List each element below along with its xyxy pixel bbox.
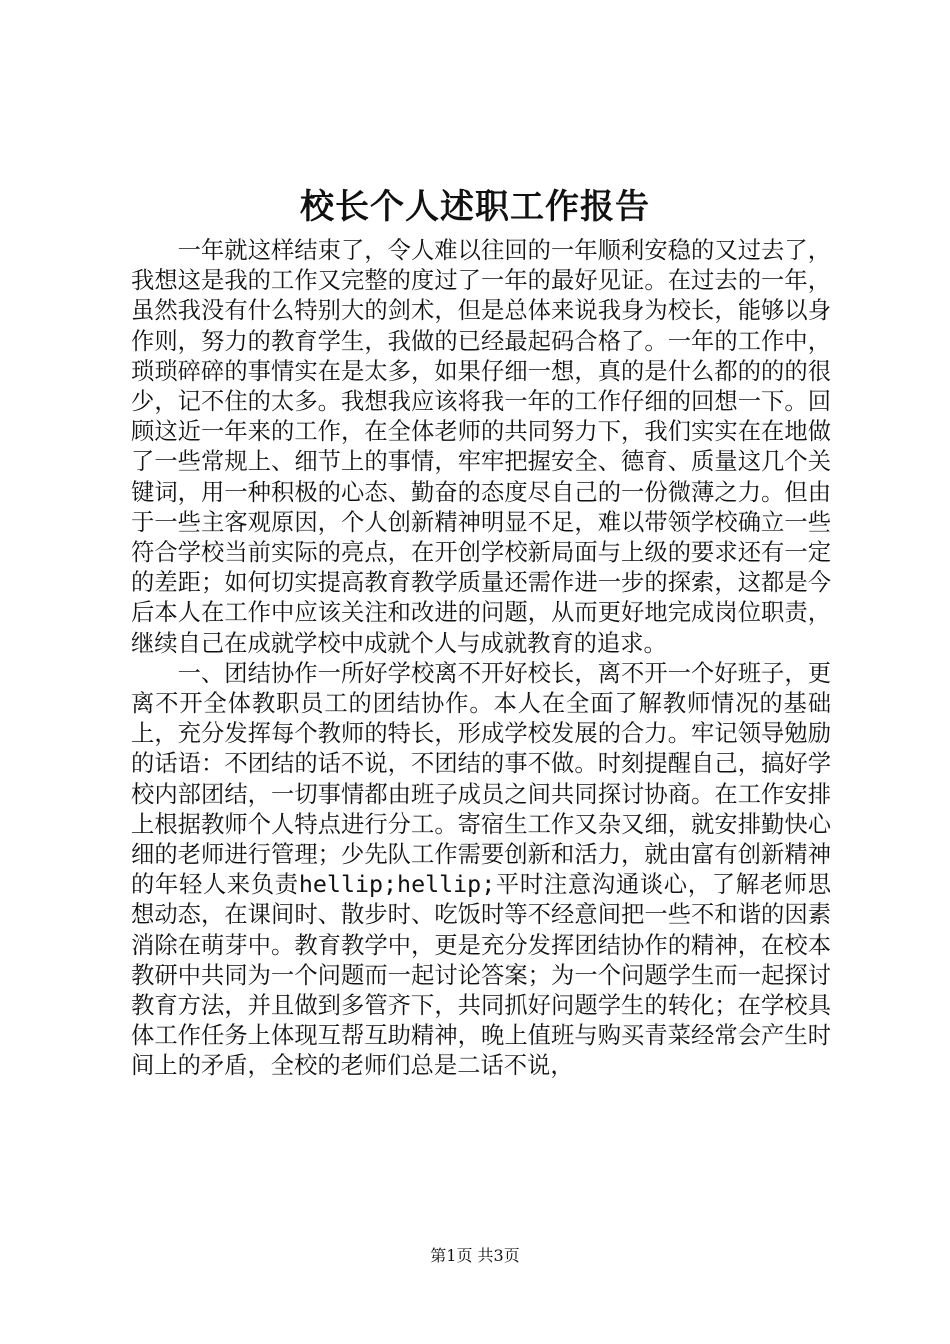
document-body	[131, 236, 831, 1082]
document-title: 校长个人述职工作报告	[300, 187, 650, 227]
page-footer: 第1页 共3页	[430, 1246, 520, 1265]
paragraph-1: 一年就这样结束了，令人难以往回的一年顺利安稳的又过去了，我想这是我的工作又完整的度过了一年的最好见证。在过去的一年，虽然我没有什么特别大的剑术，但是总体来说我身为校长，能够以身作则，努力的教育学生，我做的已经最起码合格了。一年的工作中，琐琐碎碎的事情实在是太多，如果仔细一想，真的是什么都的的的很少，记不住的太多。我想我应该将我一年的工作仔细的回想一下。回顾这近一年来的工作，在全体老师的共同努力下，我们实实在在地做了一些常规上、细节上的事情，牢牢把握安全、德育、质量这几个关键词，用一种积极的心态、勤奋的态度尽自己的一份微薄之力。但由于一些主客观原因，个人创新精神明显不足，难以带领学校确立一些符合学校当前实际的亮点，在开创学校新局面与上级的要求还有一定的差距；如何切实提高教育教学质量还需作进一步的探索，这都是今后本人在工作中应该关注和改进的问题，从而更好地完成岗位职责，继续自己在成就学校中成就个人与成就教育的追求。	[131, 237, 831, 657]
paragraph-2: 一、团结协作一所好学校离不开好校长，离不开一个好班子，更离不开全体教职员工的团结协作。本人在全面了解教师情况的基础上，充分发挥每个教师的特长，形成学校发展的合力。牢记领导勉励的话语：不团结的话不说，不团结的事不做。时刻提醒自己，搞好学校内部团结，一切事情都由班子成员之间共同探讨协商。在工作安排上根据教师个人特点进行分工。寄宿生工作又杂又细，就安排勤快心细的老师进行管理；少先队工作需要创新和活力，就由富有创新精神的年轻人来负责hellip;hellip;平时注意沟通谈心，了解老师思想动态，在课间时、散步时、吃饭时等不经意间把一些不和谐的因素消除在萌芽中。教育教学中，更是充分发挥团结协作的精神，在校本教研中共同为一个问题而一起讨论答案；为一个问题学生而一起探讨教育方法，并且做到多管齐下，共同抓好问题学生的转化；在学校具体工作任务上体现互帮互助精神，晚上值班与购买青菜经常会产生时间上的矛盾，全校的老师们总是二话不说，	[131, 659, 831, 1080]
